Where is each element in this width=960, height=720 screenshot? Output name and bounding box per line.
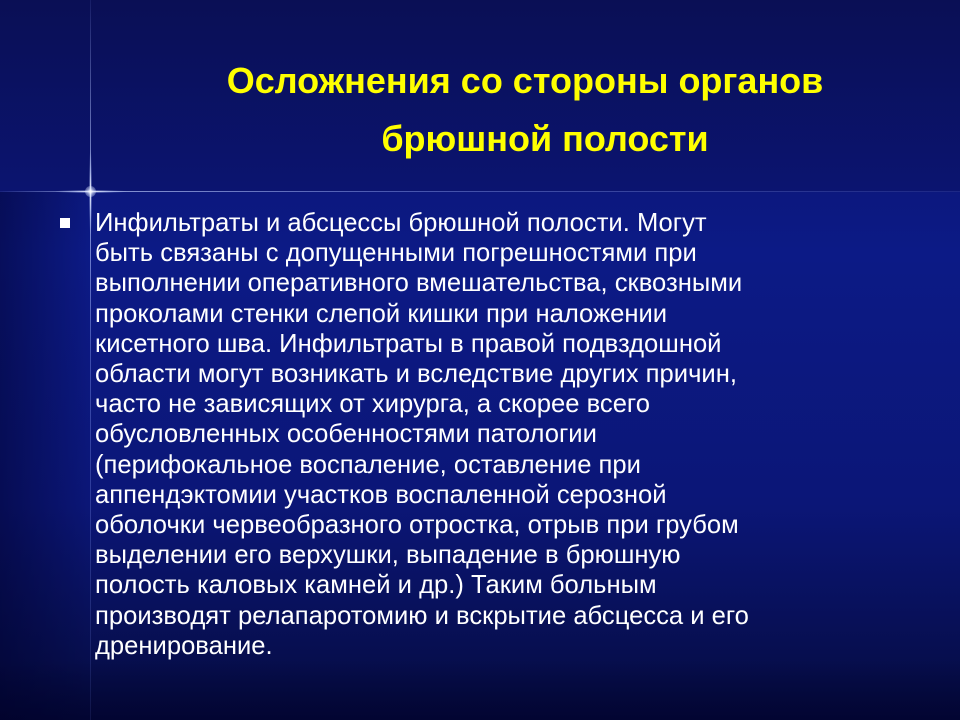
slide-title — [90, 52, 960, 168]
paragraph-line: проколами стенки слепой кишки при наложении — [95, 299, 668, 328]
bullet-paragraph — [95, 208, 935, 661]
paragraph-line: полость каловых камней и др.) Таким больным — [95, 571, 657, 600]
paragraph-line: обусловленных особенностями патологии — [95, 420, 597, 449]
paragraph-line: кисетного шва. Инфильтраты в правой подвздошной — [95, 329, 722, 358]
paragraph-line: аппендэктомии участков воспаленной серозной — [95, 480, 667, 509]
paragraph-line: дренирование. — [95, 631, 273, 660]
slide-title-line: Осложнения со стороны органов — [226, 60, 824, 101]
sparkle-center-icon — [85, 186, 96, 197]
paragraph-line: оболочки червеобразного отростка, отрыв при грубом — [95, 511, 739, 540]
horizontal-divider-line — [0, 191, 960, 192]
paragraph-line: области могут возникать и вследствие других причин, — [95, 360, 737, 389]
paragraph-line: Инфильтраты и абсцессы брюшной полости. Могут — [95, 209, 707, 237]
paragraph-line: (перифокальное воспаление, оставление при — [95, 450, 641, 479]
paragraph-line: часто не зависящих от хирурга, а скорее всего — [95, 390, 650, 419]
bottom-shade — [0, 660, 960, 720]
slide-title-line: брюшной полости — [381, 118, 709, 159]
paragraph-line: выполнении оперативного вмешательства, сквозными — [95, 269, 743, 298]
square-bullet-icon — [60, 218, 70, 228]
paragraph-line: быть связаны с допущенными погрешностями при — [95, 239, 697, 268]
paragraph-line: производят релапаротомию и вскрытие абсцесса и его — [95, 601, 749, 630]
left-shade — [0, 192, 90, 720]
paragraph-line: выделении его верхушки, выпадение в брюшную — [95, 541, 681, 570]
